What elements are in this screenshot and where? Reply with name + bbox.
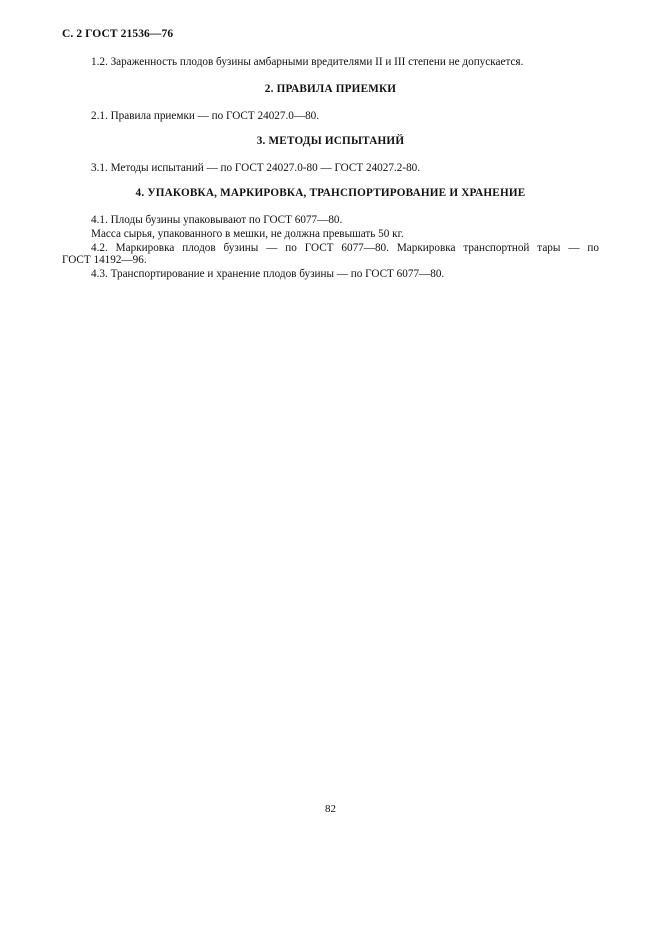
section-heading-4: 4. УПАКОВКА, МАРКИРОВКА, ТРАНСПОРТИРОВАНИЕ И ХРАНЕНИЕ bbox=[135, 187, 526, 199]
paragraph-4-1-mass: Масса сырья, упакованного в мешки, не должна превышать 50 кг. bbox=[91, 228, 404, 240]
paragraph-4-2-line-1: 4.2. Маркировка плодов бузины — по ГОСТ 6077—80. Маркировка транспортной тары — по bbox=[91, 242, 599, 254]
paragraph-4-2-line-2: ГОСТ 14192—96. bbox=[62, 254, 147, 266]
paragraph-4-3: 4.3. Транспортирование и хранение плодов бузины — по ГОСТ 6077—80. bbox=[91, 268, 445, 280]
page-number: 82 bbox=[325, 803, 336, 815]
section-heading-2: 2. ПРАВИЛА ПРИЕМКИ bbox=[264, 83, 397, 95]
running-head: С. 2 ГОСТ 21536—76 bbox=[62, 28, 174, 40]
section-heading-3: 3. МЕТОДЫ ИСПЫТАНИЙ bbox=[256, 135, 405, 147]
paragraph-4-1: 4.1. Плоды бузины упаковывают по ГОСТ 6077—80. bbox=[91, 214, 343, 226]
paragraph-3-1: 3.1. Методы испытаний — по ГОСТ 24027.0-80 — ГОСТ 24027.2-80. bbox=[91, 162, 421, 174]
paragraph-1-2: 1.2. Зараженность плодов бузины амбарными вредителями II и III степени не допускается. bbox=[91, 56, 524, 68]
paragraph-4-2 bbox=[62, 242, 599, 266]
paragraph-2-1: 2.1. Правила приемки — по ГОСТ 24027.0—80. bbox=[91, 110, 320, 122]
